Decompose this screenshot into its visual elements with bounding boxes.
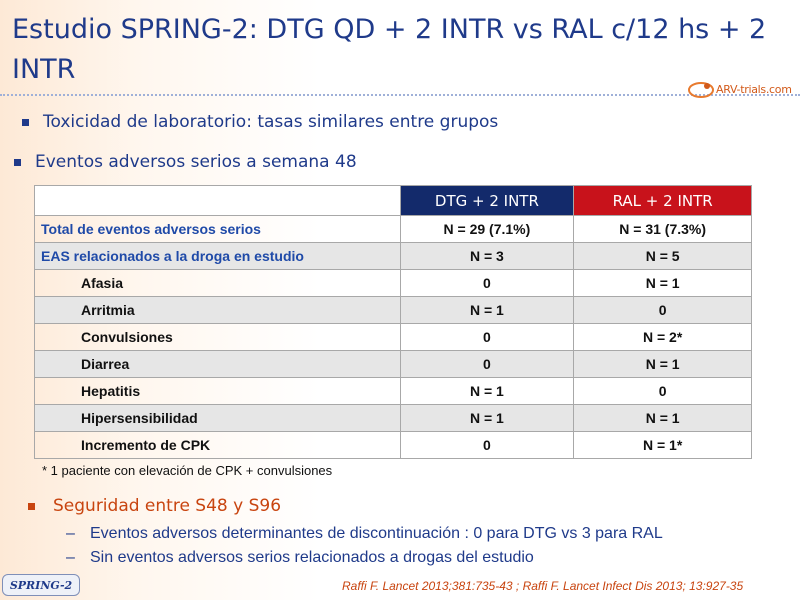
reference-citation: Raffi F. Lancet 2013;381:735-43 ; Raffi F. Lancet Infect Dis 2013; 13:927-35	[342, 579, 744, 593]
sub-bullet-no-related-events	[66, 549, 534, 567]
square-bullet-icon	[22, 119, 29, 126]
table-row	[35, 324, 752, 351]
ral-value: N = 1	[574, 351, 752, 378]
arv-trials-logo	[686, 76, 796, 102]
ral-value: N = 5	[574, 243, 752, 270]
table-row	[35, 297, 752, 324]
bullet-text: Toxicidad de laboratorio: tasas similares entre grupos	[43, 112, 499, 132]
dtg-value: 0	[400, 432, 574, 459]
row-label: Afasia	[35, 270, 401, 297]
header-dtg: DTG + 2 INTR	[400, 186, 574, 216]
table-row	[35, 432, 752, 459]
ral-value: N = 1	[574, 405, 752, 432]
ral-value: N = 31 (7.3%)	[574, 216, 752, 243]
ral-value: N = 1	[574, 270, 752, 297]
table-row	[35, 216, 752, 243]
row-label: Total de eventos adversos serios	[35, 216, 401, 243]
row-label: EAS relacionados a la droga en estudio	[35, 243, 401, 270]
logo-text: ARV-trials.com	[716, 82, 792, 96]
row-label: Incremento de CPK	[35, 432, 401, 459]
table-row	[35, 243, 752, 270]
square-bullet-icon	[28, 503, 35, 510]
adverse-events-table	[34, 185, 752, 459]
dtg-value: N = 1	[400, 378, 574, 405]
section-heading: Seguridad entre S48 y S96	[53, 496, 282, 516]
ral-value: 0	[574, 297, 752, 324]
dtg-value: N = 3	[400, 243, 574, 270]
table-header-row	[35, 186, 752, 216]
row-label: Diarrea	[35, 351, 401, 378]
title-divider	[0, 94, 800, 96]
square-bullet-icon	[14, 159, 21, 166]
dash-bullet-icon: –	[66, 549, 75, 566]
logo-swoosh-icon	[686, 78, 716, 100]
dtg-value: N = 1	[400, 297, 574, 324]
ral-value: 0	[574, 378, 752, 405]
ral-value: N = 2*	[574, 324, 752, 351]
dtg-value: 0	[400, 351, 574, 378]
row-label: Arritmia	[35, 297, 401, 324]
dtg-value: 0	[400, 270, 574, 297]
dash-bullet-icon: –	[66, 525, 75, 542]
sub-bullet-text: Eventos adversos determinantes de discontinuación : 0 para DTG vs 3 para RAL	[90, 525, 663, 542]
row-label: Convulsiones	[35, 324, 401, 351]
sub-bullet-discontinuation	[66, 525, 663, 543]
row-label: Hipersensibilidad	[35, 405, 401, 432]
ral-value: N = 1*	[574, 432, 752, 459]
sub-bullet-text: Sin eventos adversos serios relacionados a drogas del estudio	[90, 549, 534, 566]
row-label: Hepatitis	[35, 378, 401, 405]
bullet-laboratory-toxicity	[22, 112, 498, 132]
bullet-serious-adverse-events	[14, 152, 357, 172]
table-row	[35, 405, 752, 432]
dtg-value: 0	[400, 324, 574, 351]
page-title: Estudio SPRING-2: DTG QD + 2 INTR vs RAL c/12 hs + 2 INTR	[12, 14, 767, 85]
section-safety-s48-s96	[28, 496, 281, 516]
table-row	[35, 351, 752, 378]
header-empty-cell	[35, 186, 401, 216]
study-badge: SPRING-2	[2, 574, 80, 596]
dtg-value: N = 1	[400, 405, 574, 432]
bullet-text: Eventos adversos serios a semana 48	[35, 152, 357, 172]
table-row	[35, 378, 752, 405]
dtg-value: N = 29 (7.1%)	[400, 216, 574, 243]
table-row	[35, 270, 752, 297]
header-ral: RAL + 2 INTR	[574, 186, 752, 216]
table-footnote: * 1 paciente con elevación de CPK + convulsiones	[42, 463, 333, 478]
